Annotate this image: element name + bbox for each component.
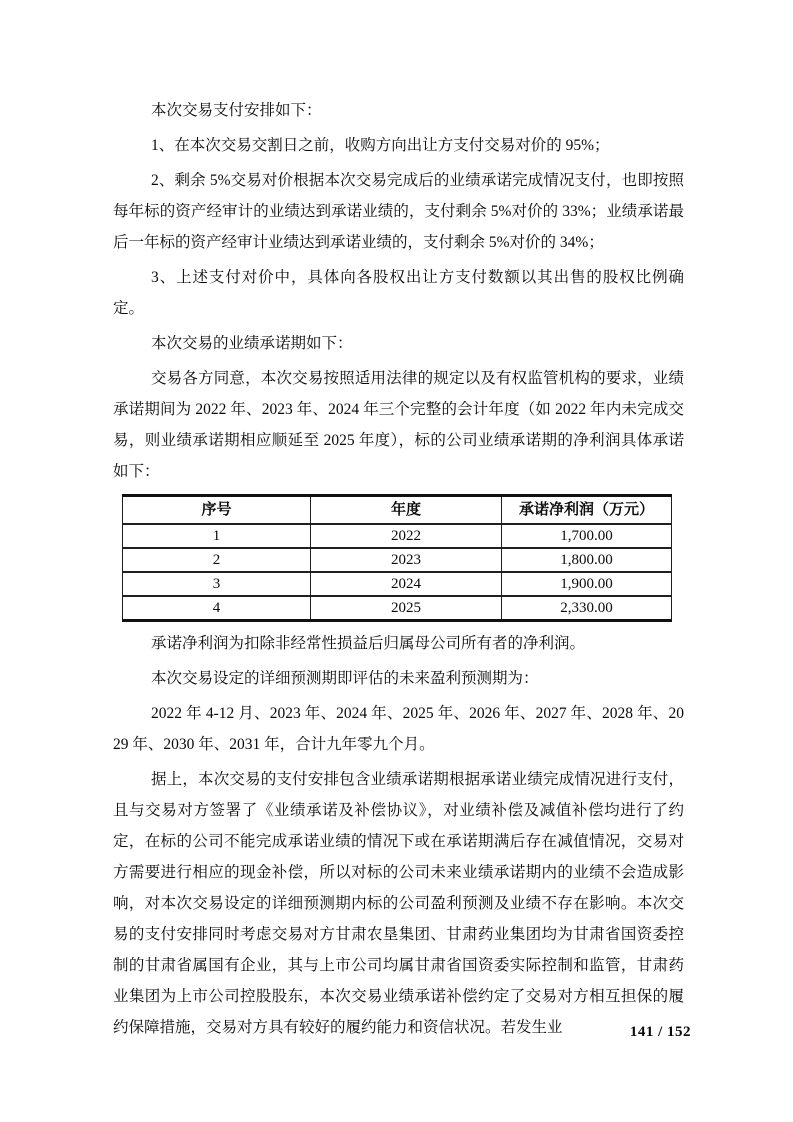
para-payment-item-1: 1、在本次交易交割日之前，收购方向出让方支付交易对价的 95%；	[151, 137, 610, 154]
cell-year: 2023	[311, 548, 502, 572]
cell-seq: 2	[123, 548, 311, 572]
para-forecast-period-detail: 2022 年 4-12 月、2023 年、2024 年、2025 年、2026 年、2027 年、2028 年、2029 年、2030 年、2031 年，合计九年零九个月。	[113, 705, 684, 753]
cell-seq: 4	[123, 596, 311, 621]
cell-net-profit: 1,800.00	[502, 548, 672, 572]
cell-year: 2022	[311, 524, 502, 548]
cell-net-profit: 1,700.00	[502, 524, 672, 548]
page-number: 141 / 152	[629, 1024, 691, 1040]
para-payment-item-2: 2、剩余 5%交易对价根据本次交易完成后的业绩承诺完成情况支付，也即按照每年标的资产经审计的业绩达到承诺业绩的，支付剩余 5%对价的 33%；业绩承诺最后一年标的资产经审计业绩达到承诺业绩的，支付剩余 5%对价的 34%；	[113, 172, 684, 251]
cell-net-profit: 1,900.00	[502, 572, 672, 596]
cell-seq: 1	[123, 524, 311, 548]
table-header-row	[123, 496, 672, 525]
table-row	[123, 572, 672, 596]
para-commitment-period-detail: 交易各方同意，本次交易按照适用法律的规定以及有权监管机构的要求，业绩承诺期间为 2022 年、2023 年、2024 年三个完整的会计年度（如 2022 年内未完成交易，则业绩承诺期相应顺延至 2025 年度），标的公司业绩承诺期的净利润具体承诺如下：	[113, 370, 684, 480]
table-row	[123, 524, 672, 548]
cell-year: 2025	[311, 596, 502, 621]
para-commitment-period-intro: 本次交易的业绩承诺期如下：	[151, 335, 353, 352]
para-payment-item-3: 3、上述支付对价中，具体向各股权出让方支付数额以其出售的股权比例确定。	[113, 269, 684, 317]
profit-commitment-table	[122, 494, 672, 622]
para-payment-arrangement-intro: 本次交易支付安排如下：	[151, 102, 322, 119]
document-body	[113, 95, 684, 1047]
table-header-seq: 序号	[123, 496, 311, 525]
table-header-net-profit: 承诺净利润（万元）	[502, 496, 672, 525]
table-header-year: 年度	[311, 496, 502, 525]
para-net-profit-note: 承诺净利润为扣除非经常性损益后归属母公司所有者的净利润。	[151, 635, 586, 652]
cell-year: 2024	[311, 572, 502, 596]
cell-seq: 3	[123, 572, 311, 596]
table-row	[123, 548, 672, 572]
para-forecast-period-intro: 本次交易设定的详细预测期即评估的未来盈利预测期为：	[151, 670, 539, 687]
para-conclusion: 据上，本次交易的支付安排包含业绩承诺期根据承诺业绩完成情况进行支付，且与交易对方签署了《业绩承诺及补偿协议》，对业绩补偿及减值补偿均进行了约定，在标的公司不能完成承诺业绩的情况下或在承诺期满后存在减值情况，交易对方需要进行相应的现金补偿，所以对标的公司未来业绩承诺期内的业绩不会造成影响，对本次交易设定的详细预测期内标的公司盈利预测及业绩不存在影响。本次交易的支付安排同时考虑交易对方甘肃农垦集团、甘肃药业集团均为甘肃省国资委控制的甘肃省属国有企业，其与上市公司均属甘肃省国资委实际控制和监管，甘肃药业集团为上市公司控股股东，本次交易业绩承诺补偿约定了交易对方相互担保的履约保障措施，交易对方具有较好的履约能力和资信状况。若发生业	[113, 771, 684, 1036]
table-row	[123, 596, 672, 621]
cell-net-profit: 2,330.00	[502, 596, 672, 621]
